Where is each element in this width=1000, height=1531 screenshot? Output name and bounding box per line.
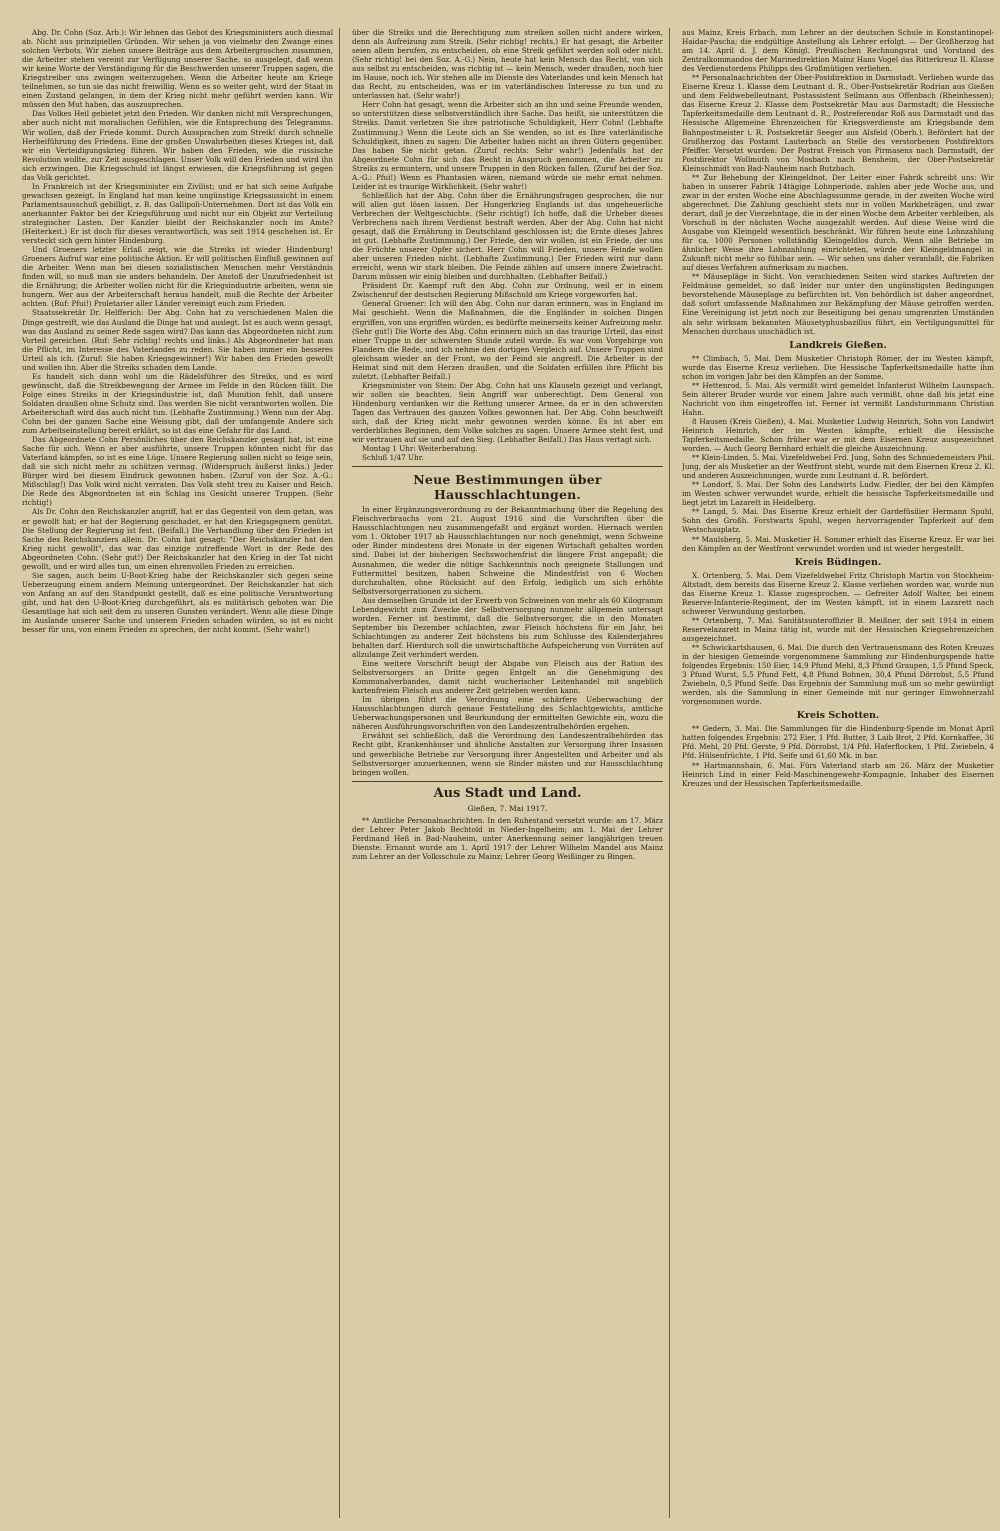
article-paragraph: Das Abgeordnete Cohn Persönliches über den Reichskanzler gesagt hat, ist eine Sache für sich. Wenn er aber ausführte, unsere Truppen könnten nicht für das Vaterland kämpfen, so ist es eine Lüge. Unsere Regierung sollen nicht so feige sein, daß sie sich nicht mehr zu schützen vermag. (Widerspruch äußerst links.) Jeder Bürger wird bei diesem Eindruck gewonnen haben. (Zuruf von der Soz. A.-G.: Mißschlag!) Das Volk wird nicht verraten. Das Volk steht treu zu Kaiser und Reich. Die Rede des Abgeordneten ist ein Schlag ins Gesicht unserer Truppen. (Sehr richtig!): [22, 435, 333, 508]
article-paragraph: General Groener: Ich will den Abg. Cohn nur daran erinnern, was in England im Mai geschieht. Wenn die Maßnahmen, die die Engländer in solchen Dingen ergriffen, von uns ergriffen würden, es bedürfte meinerseits keiner Aufreizung mehr. (Sehr gut!) Die Worte des Abg. Cohn erinnern mich an das traurige Urteil, das einst einer Truppe in der schwersten Stunde zuteil wurde. Es war vom Vorgebirge von Flandern die Rede, und ich nehme den dortigen Vergleich auf. Unsere Truppen sind gleichsam wieder an der Front, wo der Feind sie angreift. Die Arbeiter in der Heimat sind mit dem Herzen draußen, und die Soldaten erfüllen ihre Pflicht bis zuletzt. (Lebhafter Beifall.): [352, 299, 663, 381]
column-3: [682, 28, 1000, 1518]
article-paragraph: 8 Hausen (Kreis Gießen), 4. Mai. Musketier Ludwig Heinrich, Sohn von Landwirt Heinrich Heinrich, der im Westen kämpfte, erhielt die Hessische Tapferkeitsmedaille. Schon früher war er mit dem Eisernen Kreuz ausgezeichnet worden. — Auch Georg Bernhard erhielt die gleiche Auszeichnung.: [682, 416, 994, 454]
article-paragraph: ** Amtliche Personalnachrichten. In den Ruhestand versetzt wurde: am 17. März der Lehrer Peter Jakob Bechtold in Nieder-Ingelheim; am 1. Mai der Lehrer Ferdinand Heß in Bad-Nauheim, unter Anerkennung seiner langjährigen treuen Dienste. Ernannt wurde am 1. April 1917 der Lehrer Wilhelm Mandel aus Mainz zum Lehrer an der Volksschule zu Mainz; Lehrer Georg Weißinger zu Bingen.: [352, 815, 663, 861]
article-paragraph: Als Dr. Cohn den Reichskanzler angriff, hat er das Gegenteil von dem getan, was er gewollt hat; er hat der Regierung geschadet, er hat den Kriegsgegnern genützt. Die Stellung der Regierung ist fest. (Beifall.) Die Verhandlung über den Frieden ist Sache des Reichskanzlers allein. Dr. Cohn hat gesagt: "Der Reichskanzler hat den Krieg nicht gewollt", das war das einzige zutreffende Wort in der Rede des Abgeordneten Cohn. (Sehr gut!) Der Reichskanzler hat den Krieg in der Tat nicht gewollt, und er wird alles tun, um einen ehrenvollen Frieden zu erreichen.: [22, 507, 333, 571]
article-paragraph: Schließlich hat der Abg. Cohn über die Ernährungsfragen gesprochen, die nur will allen gut lösen lassen. Der Hungerkrieg Englands ist das ungeheuerliche Verbrechen der Weltgeschichte. (Sehr richtig!) Ich hoffe, daß die Urheber dieses Verbrechens nach ihrem Verdienst bestraft werden. Aber der Abg. Cohn hat nicht gesagt, daß die Ernährung in Deutschland geschlossen ist; die Ernte dieses Jahres ist gut. (Lebhafte Zustimmung.) Der Friede, den wir wollen, ist ein Friede, der uns die Früchte unserer Opfer sichert. Herr Cohn will Frieden, unsere Feinde wollen aber unseren Frieden nicht. (Lebhafte Zustimmung.) Der Frieden wird nur dann erreicht, wenn wir stark bleiben. Die Feinde zählen auf unsere innere Zwietracht. Darum müssen wir einig bleiben und durchhalten. (Lebhafter Beifall.): [352, 190, 663, 282]
dateline: Gießen, 7. Mai 1917.: [467, 803, 548, 813]
article-paragraph: ** Personalnachrichten der Ober-Postdirektion in Darmstadt. Verliehen wurde das Eiserne Kreuz 1. Klasse dem Leutnant d. R., Ober-Postsekretär Rodrian aus Gießen und dem Feldwebelleutnant, Postassistent Seilmann aus Offenbach (Rheinhessen); das Eiserne Kreuz 2. Klasse dem Postsekretär Mau aus Darmstadt; die Hessische Tapferkeitsmedaille dem Leutnant d. R., Postreferendar Roß aus Darmstadt und das Hessische Allgemeine Ehrenzeichen für Kriegsverdienste am Kriegsbande dem Bahnpostmeister i. R. Postsekretär Seeger aus Alsfeld (Oberh.). Befördert hat der Großherzog das Postamt Lauterbach an Stelle des verstorbenen Postdirektors Pfeiffer. Versetzt wurden: Der Postrat Freisch von Pirmasens nach Darmstadt, der Postdirektor Wollmuth von Mosbach nach Bensheim, der Ober-Postsekretär Kleinschmidt von Bad-Nauheim nach Butzbach.: [682, 73, 994, 173]
session-note: Schluß 1/47 Uhr.: [362, 453, 424, 463]
article-paragraph: über die Streiks und die Berechtigung zum streiken sollen nicht andere wirken, denn als Aufreizung zum Streik. (Sehr richtig! rechts.) Er hat gesagt, die Arbeiter seien allein berufen, zu entscheiden, ob eine Streik geführt werden soll oder nicht. (Sehr richtig! bei den Soz. A.-G.) Nein, heute hat kein Mensch das Recht, von sich aus selbst zu entscheiden, was richtig ist — kein Mensch, weder draußen, noch hier im Hause, noch ich. Wir stehen alle im Dienste des Vaterlandes und kein Mensch hat das Recht, zu entscheiden, was er im vaterländischen Interesse zu tun und zu unterlassen hat. (Sehr wahr!): [352, 28, 663, 101]
article-paragraph: Eine weitere Vorschrift beugt der Abgabe von Fleisch aus der Ration des Selbstversorgers an Dritte gegen Entgelt an die Genehmigung des Kommunalverbandes, damit nicht wucherischer Leitenhandel mit angeblich kartenfreiem Fleisch aus anderer Zeit getrieben werden kann.: [352, 659, 663, 696]
article-paragraph: ** Schwickartshausen, 6. Mai. Die durch den Vertrauensmann des Roten Kreuzes in der hiesigen Gemeinde vorgenommene Sammlung zur Hindenburgspende hatte folgendes Ergebnis: 150 Eier, 14,9 Pfund Mehl, 8,3 Pfund Graupen, 1,5 Pfund Speck, 3 Pfund Wurst, 5,5 Pfund Fett, 4,8 Pfund Bohnen, 30,4 Pfund Dörrobst, 5,5 Pfund Zwiebeln, 0,5 Pfund Seife. Das Ergebnis der Sammlung muß um so mehr gewürdigt werden, als die Sammlung in einer Gemeinde mit nur geringer Einwohnerzahl vorgenommen wurde.: [682, 643, 994, 707]
article-paragraph: aus Mainz, Kreis Erbach, zum Lehrer an der deutschen Schule in Konstantinopel-Haidar-Pascha; die endgültige Anstellung als Lehrer erfolgt. — Der Großherzog hat am 14. April d. J. dem Königl. Preußischen Rechnungsrat und Vorstand des Zentralkommandos der Marinedirektion Mainz Hans Vogel das Ritterkreuz II. Klasse des Verdienstordens Philipps des Großmütigen verliehen.: [682, 28, 994, 74]
article-paragraph: ** Gedern, 3. Mai. Die Sammlungen für die Hindenburg-Spende im Monat April hatten folgendes Ergebnis: 272 Eier, 1 Pfd. Butter, 3 Laib Brot, 2 Pfd. Kornkaffee, 36 Pfd. Mehl, 20 Pfd. Gerste, 9 Pfd. Dörrobst, 1/4 Pfd. Haferflocken, 1 Pfd. Zwiebeln, 4 Pfd. Hülsenfrüchte, 1 Pfd. Seife und 61,60 Mk. in bar.: [682, 724, 994, 761]
article-paragraph: ** Climbach, 5. Mai. Dem Musketier Christoph Römer, der im Westen kämpft, wurde das Eiserne Kreuz verliehen. Die Hessische Tapferkeitsmedaille hatte ihm schon im vorigen Jahr bei den Kämpfen an der Somme.: [682, 353, 994, 381]
article-paragraph: ** Maulsberg, 5. Mai. Musketier H. Sommer erhielt das Eiserne Kreuz. Er war bei den Kämpfen an der Westfront verwundet worden und ist wieder hergestellt.: [682, 534, 994, 553]
column-1: [22, 28, 340, 1518]
region-heading: Landkreis Gießen.: [789, 339, 887, 351]
article-paragraph: Aus demselben Grunde ist der Erwerb von Schweinen von mehr als 60 Kilogramm Lebendgewicht zum Zwecke der Selbstversorgung nunmehr allgemein untersagt worden. Ferner ist bestimmt, daß die Selbstversorger, die in den Monaten September bis Dezember schlachten, zwar Fleisch höchstens für ein Jahr, bei Schlachtungen zu anderer Zeit höchstens bis zum Schlusse des Kalenderjahres behalten darf. Hierdurch soll die unwirtschaftliche Aufspeicherung von Vorräten auf allzulange Zeit verhindert werden.: [352, 595, 663, 659]
article-paragraph: X. Ortenberg, 5. Mai. Dem Vizefeldwebel Fritz Christoph Martin von Stockheim-Altstadt, dem bereits das Eiserne Kreuz 2. Klasse verliehen worden war, wurde nun das Eiserne Kreuz 1. Klasse zugesprochen. — Gefreiter Adolf Walter, bei einem Reserve-Infanterie-Regiment, der im Westen kämpft, ist in einem Lazarett nach schwerer Verwundung gestorben.: [682, 570, 994, 616]
article-paragraph: ** Mäusepläge in Sicht. Von verschiedenen Seiten wird starkes Auftreten der Feldmäuse gemeldet, so daß leider nur unter den ungünstigsten Bedingungen bevorstehende Mäuseplage zu befürchten ist. Von behördlich ist daher angeordnet, daß sofort umfassende Maßnahmen zur Bekämpfung der Mäuse getroffen werden. Eine Vereinigung ist jetzt noch zur Beseitigung bei genau umgrenzten Umständen als sehr wirksam bekannten Mäusetyphusbazillus führt, ein Vertilgungsmittel für Menschen durchaus unschädlich ist.: [682, 272, 994, 336]
article-paragraph: Es handelt sich dann wohl um die Rädelsführer des Streiks, und es wird gewünscht, daß die Streikbewegung der Armee im Felde in den Rücken fällt. Die Folge eines Streiks in der Kriegsindustrie ist, daß Munition fehlt, daß unsere Soldaten draußen ohne Schutz sind. Das werden Sie nicht verantworten wollen. Die Arbeiterschaft wird das auch nicht tun. (Lebhafte Zustimmung.) Wenn nun der Abg. Cohn bei der ganzen Sache eine Weisung gibt, daß der umfangende Andere sich zum Arbeitseinstellung bereit erklärt, so ist das eine Gefahr für das Land.: [22, 371, 333, 436]
article-paragraph: ** Hartmannshain, 6. Mai. Fürs Vaterland starb am 26. März der Musketier Heinrich Lind in einer Feld-Maschinengewehr-Kompagnie, Inhaber des Eisernen Kreuzes und der Hessischen Tapferkeitsmedaille.: [682, 760, 994, 788]
article-paragraph: Und Groeners letzter Erlaß zeigt, wie die Streiks ist wieder Hindenburg! Groeners Aufruf war eine politische Aktion. Er will politischen Einfluß gewinnen auf die Arbeiter. Wenn man bei diesen sozialistischen Menschen mehr Verständnis finden will, so muß man sie anders behandeln. Der Anstoß der Unzufriedenheit ist die Ernährung; die Arbeiter wollen nicht für die Kriegsindustrie arbeiten, wenn sie hungern. Wer aus der Arbeiterschaft heraus handelt, muß die Rechte der Arbeiter achten. (Ruf: Pfui!) Proletarier aller Länder vereinigt euch zum Frieden.: [22, 245, 333, 309]
article-paragraph: ** Hettenrod, 5. Mai. Als vermißt wird gemeldet Infanterist Wilhelm Launspach. Sein älterer Bruder wurde vor einem Jahre auch vermißt, ohne daß bis jetzt eine Nachricht von ihm eingetroffen ist. Ferner ist vermißt Landsturmmann Christian Hahn.: [682, 380, 994, 417]
article-heading: Neue Bestimmungen über Hausschlachtungen.: [352, 466, 663, 502]
region-heading: Kreis Schotten.: [796, 710, 880, 722]
article-paragraph: Kriegsminister von Stein: Der Abg. Cohn hat uns Klauseln gezeigt und verlangt, wir sollen sie beachten. Sein Angriff war unberechtigt. Dem General von Hindenburg verdanken wir die Rettung unserer Armee, da er in den schwersten Tagen das Vertrauen des ganzen Volkes gewonnen hat. Der Abg. Cohn beschweift sich, daß der Krieg nicht mehr gewonnen werden könne. Es ist aber ein verderbliches Beginnen, dem Volke solches zu sagen. Unsere Armee steht fest, und wir vertrauen auf sie und auf den Sieg. (Lebhafter Beifall.) Das Haus vertagt sich.: [352, 380, 663, 445]
article-paragraph: ** Klein-Linden, 5. Mai. Vizefeldwebel Frd. Jung, Sohn des Schmiedemeisters Phil. Jung, der als Musketier an der Westfront steht, wurde mit dem Eisernen Kreuz 2. Kl. und anderen Auszeichnungen, wurde zum Leutnant d. R. befördert.: [682, 453, 994, 481]
region-heading: Kreis Büdingen.: [794, 556, 882, 568]
article-paragraph: Herr Cohn hat gesagt, wenn die Arbeiter sich an ihn und seine Freunde wenden, so unterstützen diese selbstverständlich ihre Sache. Das heißt, sie unterstützen die Streiks. Damit verletzen Sie ihre patriotische Schuldigkeit, Herr Cohn! (Lebhafte Zustimmung.) Wenn die Leute sich an Sie wenden, so ist es Ihre vaterländische Schuldigkeit, ihnen zu sagen: Die Arbeiter haben nicht an ihren Gütern gegenüber. Das haben Sie nicht getan. (Zuruf rechts: Sehr wahr!) Jedenfalls hat der Abgeordnete Cohn für sich das Recht in Anspruch genommen, die Arbeiter zu Streiks zu ermuntern, und unsere Truppen in den Rücken fallen. (Zuruf bei der Soz. A.-G.: Pfui!) Wenn es Phantasien wären, niemand würde sie mehr ernst nehmen. Leider ist es traurige Wirklichkeit. (Sehr wahr!): [352, 100, 663, 191]
article-paragraph: Sie sagen, auch beim U-Boot-Krieg habe der Reichskanzler sich gegen seine Ueberzeugung einem andern Meinung untergeordnet. Der Reichskanzler hat sich von Anfang an auf den Standpunkt gestellt, daß es eine politische Verantwortung gibt, und hat den U-Boot-Krieg durchgeführt, als es militärisch geboten war. Die Gesamtlage hat sich seit dem zu unseren Gunsten verändert. Wenn alle diese Dinge im Auslande unserer Sache und unserem Frieden schaden würden, so ist es nicht besser für uns, von einem Frieden zu sprechen, der nicht kommt. (Sehr wahr!): [22, 570, 333, 635]
article-paragraph: Abg. Dr. Cohn (Soz. Arb.): Wir lehnen das Gebot des Kriegsministers auch diesmal ab. Nicht aus prinzipiellen Gründen. Wir sehen ja von vielmehr den Zwange eines solchen Verbots. Wir ziehen unsere Beiträge aus dem Arbeitergroschen zusammen, die Arbeiter stehen vereint zur Verfügung unserer Sache, so ausgelegt, daß wenn wir keine Worte der Verständigung für die Beschwerden unserer Truppen sagen, die Kriegstreiber uns zwingen weiterzugehen. Wenn die Arbeiter heute am Kriege teilnehmen, so tun sie das nicht freiwillig. Wenn es so weiter geht, wird der Staat in einen Zustand gelangen, in dem der Krieg nicht mehr geführt werden kann. Wir müssen den Mut haben, das auszusprechen.: [22, 28, 333, 110]
session-note: Montag 1 Uhr: Weiterberatung.: [362, 444, 478, 454]
article-paragraph: Im übrigen führt die Verordnung eine schärfere Ueberwachung der Hausschlachtungen durch genaue Feststellung des Schlachtgewichts, amtliche Ueberwachungspersonen und Beurkundung der ermittelten Gewichte ein, wozu die näheren Ausführungsvorschriften von den Landeszentralbehörden ergehen.: [352, 695, 663, 732]
article-paragraph: Erwähnt sei schließlich, daß die Verordnung den Landeszentralbehörden das Recht gibt, Krankenhäuser und ähnliche Anstalten zur Versorgung ihrer Insassen und gewerbliche Betriebe zur Versorgung ihrer Angestellten und Arbeiter und als Selbstversorger anzuerkennen, wenn sie Rinder mästen und zur Hausschlachtung bringen wollen.: [352, 731, 663, 777]
article-paragraph: Das Volkes Heil gebietet jetzt den Frieden. Wir danken nicht mit Versprechungen, aber auch nicht mit moralischen Gefühlen, wie die Entsprechung des Telegramms. Wir wollen, daß der Friede kommt. Durch Aussprachen zum Streik! durch schnelle Herbeiführung des Friedens. Eine der großen Unwahrheiten dieses Krieges ist, daß wir ein Verteidigungskrieg führen. Wir haben den Frieden, wie die russische Revolution wollte, zur Zeit ausgeschlagen. Unser Volk will den Frieden und wird ihn sich erzwingen. Die Kriegsschuld ist längst erwiesen, die Kriegsführung ist gegen das Volk gerichtet.: [22, 109, 333, 182]
article-paragraph: Staatssekretär Dr. Helfferich: Der Abg. Cohn hat zu verschiedenen Malen die Dinge gestreift, wie das Ausland die Dinge hat und auslegt. Ist es auch wenn gesagt, was das Ausland zu seiner Rede sagen wird? Das kann das Abgeordneten nicht zum Vorteil gereichen. (Ruf: Sehr richtig! rechts und links.) Als Abgeordneter hat man die Pflicht, im Interesse des Vaterlandes zu reden. Sie haben immer ein besseres Urteil als ich. (Zuruf: Sie haben Kriegsgewinner!) Wir haben den Frieden gewollt und wollen ihn. Aber die Streiks schaden dem Lande.: [22, 308, 333, 372]
article-paragraph: In Frankreich ist der Kriegsminister ein Zivilist; und er hat sich seine Aufgabe gewachsen gezeigt. In England hat man keine ungünstige Kriegsaussicht in einem Parlamentsausschuß gebilligt, z. B. das Gallipoli-Unternehmen. Dort ist das Volk ein anerkannter Faktor bei der Kriegsführung und nicht nur ein Objekt zur Verteilung strategischer Lasten. Der Kanzler bleibt der Reichskanzler noch im Amte? (Heiterkeit.) Er ist doch für dieses verantwortlich, was seit 1914 geschehen ist. Er versteckt sich gern hinter Hindenburg.: [22, 181, 333, 246]
column-grid: [22, 28, 994, 1518]
article-paragraph: ** Langd, 5. Mai. Das Eiserne Kreuz erhielt der Gardefüsilier Hermann Spuhl, Sohn des Großh. Forstwarts Spuhl, wegen hervorragender Tapferkeit auf dem Westschauplatz.: [682, 507, 994, 535]
article-paragraph: Präsident Dr. Kaempf ruft den Abg. Cohn zur Ordnung, weil er in einem Zwischenruf der deutschen Regierung Mißschuld am Kriege vorgeworfen hat.: [352, 281, 663, 300]
section-heading: Aus Stadt und Land.: [352, 781, 663, 801]
column-2: [352, 28, 670, 1518]
article-paragraph: ** Londorf, 5. Mai. Der Sohn des Landwirts Ludw. Fiedler, der bei den Kämpfen im Westen schwer verwundet wurde, erhielt die hessische Tapferkeitsmedaille und liegt jetzt im Lazarett in Heidelberg.: [682, 480, 994, 508]
article-paragraph: ** Zur Behebung der Kleingeldnot. Der Leiter einer Fabrik schreibt uns: Wir haben in unserer Fabrik 14tägige Lohnperiode, zahlen aber jede Woche aus, und zwar in der ersten Woche eine Abschlagssumme gerade, in der zweiten Woche wird abgerechnet. Die Zahlung geschieht stets nur in vollen Markbeträgen, und zwar derart, daß je der Vierzehntage, die in der einen Woche dem Arbeiter verbleiben, als Vorschuß in der nächsten Woche ausgezahlt werden. Auf diese Weise wird die Ausgabe von Kleingeld wesentlich beschränkt. Wir führen heute eine Lohnzahlung für ca. 1000 Personen vollständig Kleingeldlos durch. Wenn alle Betriebe im ähnlicher Weise ihre Lohnzahlung einrichteten, würde der Kleingeldmangel in Zukunft nicht mehr so fühlbar sein. — Wir sehen uns daher veranlaßt, die Fabriken auf dieses Verfahren aufmerksam zu machen.: [682, 172, 994, 273]
article-paragraph: ** Ortenberg, 7. Mai. Sanitätsunteroffizier B. Meißner, der seit 1914 in einem Reservelazarett in Mainz tätig ist, wurde mit der Hessischen Kriegsehrenzeichen ausgezeichnet.: [682, 615, 994, 643]
article-paragraph: In einer Ergänzungsverordnung zu der Bekanntmachung über die Regelung des Fleischverbrauchs vom 21. August 1916 sind die Vorschriften über die Hausschlachtungen neu zusammengefaßt und ergänzt worden. Hiernach werden vom 1. Oktober 1917 ab Hausschlachtungen nur noch genehmigt, wenn Schweine oder Rinder mindestens drei Monate in der eigenen Wirtschaft gehalten worden sind. Dabei ist der bisherigen Sechswochenfrist die längere Frist angepaßt; die Ausnahmen, die weder die nötige Sachkenntnis noch geeignete Stallungen und Futtermittel besitzen, haben Schweine die Mindestfrist von 6 Wochen durchzuhalten, ohne Rücksicht auf den Erfolg, lediglich um sich erhöhte Selbstversorgerrationen zu sichern.: [352, 505, 663, 596]
